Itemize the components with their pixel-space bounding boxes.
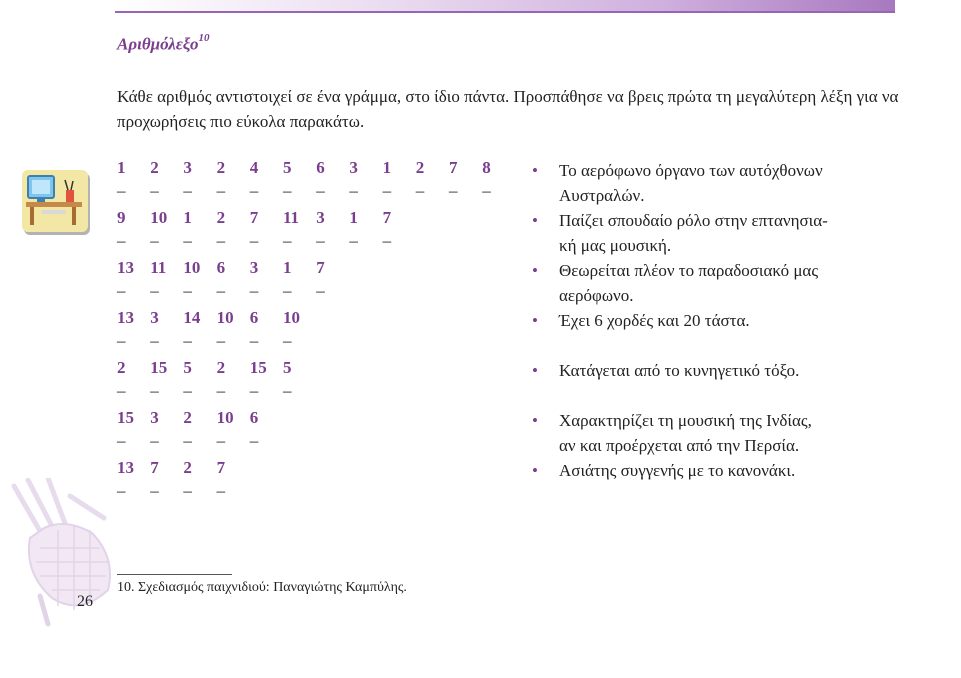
letter-blank[interactable]: –	[117, 231, 126, 250]
letter-blank[interactable]: –	[117, 181, 126, 200]
puzzle-number: 7	[249, 208, 259, 227]
letter-blank[interactable]: –	[249, 231, 259, 250]
letter-blank[interactable]: –	[415, 181, 425, 200]
letter-blank[interactable]: –	[283, 281, 292, 300]
letter-blank[interactable]: –	[117, 281, 126, 300]
bullet-icon: •	[532, 261, 538, 280]
letter-blank[interactable]: –	[216, 181, 226, 200]
puzzle-number: 11	[283, 208, 300, 227]
letter-blank[interactable]: –	[216, 281, 226, 300]
letter-blank[interactable]: –	[349, 231, 358, 250]
computer-desk-icon	[22, 170, 88, 232]
letter-blank[interactable]: –	[117, 431, 126, 450]
puzzle-number: 3	[183, 158, 192, 177]
letter-blank[interactable]: –	[183, 381, 192, 400]
title-text: Αριθμόλεξο	[117, 34, 199, 54]
letter-blank[interactable]: –	[249, 431, 259, 450]
letter-blank[interactable]: –	[316, 281, 325, 300]
clue-text: Χαρακτηρίζει τη μουσική της Ινδίας,	[559, 411, 812, 430]
puzzle-number: 6	[249, 408, 259, 427]
puzzle-number: 13	[117, 308, 134, 327]
letter-blank[interactable]: –	[183, 431, 192, 450]
puzzle-number: 10	[283, 308, 300, 327]
letter-blank[interactable]: –	[249, 331, 259, 350]
puzzle-number: 2	[117, 358, 126, 377]
letter-blank[interactable]: –	[382, 181, 392, 200]
letter-blank[interactable]: –	[216, 331, 226, 350]
letter-blank[interactable]: –	[150, 431, 159, 450]
clue-text: Έχει 6 χορδές και 20 τάστα.	[559, 311, 750, 330]
clue-text: Θεωρείται πλέον το παραδοσιακό μας	[559, 261, 819, 280]
puzzle-number: 7	[382, 208, 392, 227]
letter-blank[interactable]: –	[316, 231, 325, 250]
clue-text: Κατάγεται από το κυνηγετικό τόξο.	[559, 361, 800, 380]
puzzle-number: 5	[283, 358, 292, 377]
letter-blank[interactable]: –	[150, 331, 159, 350]
puzzle-number: 5	[183, 358, 192, 377]
puzzle-number: 7	[449, 158, 458, 177]
letter-blank[interactable]: –	[349, 181, 358, 200]
bullet-icon: •	[532, 461, 538, 480]
footnote-marker: 10	[198, 32, 210, 44]
puzzle-number: 15	[249, 358, 267, 377]
bagpipe-illustration	[0, 478, 118, 628]
letter-blank[interactable]: –	[183, 181, 192, 200]
puzzle-number: 5	[283, 158, 292, 177]
letter-blank[interactable]: –	[216, 481, 226, 500]
puzzle-number: 14	[183, 308, 201, 327]
puzzle-number: 6	[216, 258, 226, 277]
puzzle-number: 3	[349, 158, 358, 177]
letter-blank[interactable]: –	[283, 181, 292, 200]
puzzle-number: 2	[150, 158, 159, 177]
letter-blank[interactable]: –	[249, 181, 259, 200]
puzzle-number: 10	[150, 208, 168, 227]
letter-blank[interactable]: –	[150, 231, 159, 250]
page-number: 26	[77, 593, 93, 610]
letter-blank[interactable]: –	[216, 231, 226, 250]
letter-blank[interactable]: –	[283, 231, 292, 250]
puzzle-number: 1	[382, 158, 392, 177]
puzzle-number: 1	[349, 208, 358, 227]
puzzle-number: 7	[316, 258, 325, 277]
header-bar	[115, 0, 895, 13]
letter-blank[interactable]: –	[117, 481, 126, 500]
puzzle-number: 2	[183, 408, 192, 427]
letter-blank[interactable]: –	[117, 381, 126, 400]
puzzle-number: 11	[150, 258, 167, 277]
clue-text: Ασιάτης συγγενής με το κανονάκι.	[559, 461, 796, 480]
letter-blank[interactable]: –	[183, 331, 192, 350]
letter-blank[interactable]: –	[150, 181, 159, 200]
bullet-icon: •	[532, 161, 538, 180]
clue-text: Αυστραλών.	[559, 186, 645, 205]
puzzle-number: 3	[249, 258, 259, 277]
puzzle-number: 2	[216, 358, 226, 377]
letter-blank[interactable]: –	[382, 231, 392, 250]
letter-blank[interactable]: –	[117, 331, 126, 350]
letter-blank[interactable]: –	[150, 381, 159, 400]
letter-blank[interactable]: –	[249, 281, 259, 300]
bullet-icon: •	[532, 311, 538, 330]
letter-blank[interactable]: –	[283, 331, 292, 350]
clue-text: κή μας μουσική.	[559, 236, 672, 255]
bullet-icon: •	[532, 361, 538, 380]
page-title	[117, 34, 210, 55]
puzzle-number: 2	[183, 458, 192, 477]
puzzle-number: 6	[316, 158, 325, 177]
puzzle-number: 10	[216, 408, 234, 427]
puzzle-number: 2	[415, 158, 425, 177]
letter-blank[interactable]: –	[183, 481, 192, 500]
footnote: 10. Σχεδιασμός παιχνιδιού: Παναγιώτης Καμπύλης.	[117, 580, 407, 595]
letter-blank[interactable]: –	[482, 181, 491, 200]
bullet-icon: •	[532, 411, 538, 430]
letter-blank[interactable]: –	[249, 381, 259, 400]
puzzle-number: 3	[150, 308, 159, 327]
letter-blank[interactable]: –	[216, 381, 226, 400]
letter-blank[interactable]: –	[150, 481, 159, 500]
puzzle-number: 7	[150, 458, 159, 477]
puzzle-number: 15	[117, 408, 134, 427]
clue-text: αερόφωνο.	[559, 286, 634, 305]
puzzle-number: 7	[216, 458, 226, 477]
clue-text: αν και προέρχεται από την Περσία.	[559, 436, 800, 455]
puzzle-number: 3	[150, 408, 159, 427]
puzzle-number: 9	[117, 208, 126, 227]
puzzle-number: 4	[249, 158, 259, 177]
puzzle-number: 1	[283, 258, 292, 277]
puzzle-number: 2	[216, 208, 226, 227]
puzzle-number: 1	[117, 158, 126, 177]
puzzle-number: 15	[150, 358, 168, 377]
letter-blank[interactable]: –	[183, 281, 192, 300]
puzzle-number: 13	[117, 258, 134, 277]
puzzle-number: 3	[316, 208, 325, 227]
bullet-icon: •	[532, 211, 538, 230]
letter-blank[interactable]: –	[150, 281, 159, 300]
letter-blank[interactable]: –	[316, 181, 325, 200]
letter-blank[interactable]: –	[216, 431, 226, 450]
intro-paragraph: Κάθε αριθμός αντιστοιχεί σε ένα γράμμα, στο ίδιο πάντα. Προσπάθησε να βρεις πρώτα τη μεγαλύτερη λέξη για να προχωρήσεις πιο εύκολα παρακάτω.	[117, 87, 899, 131]
letter-blank[interactable]: –	[183, 231, 192, 250]
letter-blank[interactable]: –	[449, 181, 458, 200]
puzzle-number: 10	[183, 258, 201, 277]
puzzle-number: 8	[482, 158, 491, 177]
footnote-rule	[117, 574, 232, 575]
puzzle-number: 6	[249, 308, 259, 327]
puzzle-number: 13	[117, 458, 134, 477]
puzzle-number: 2	[216, 158, 226, 177]
letter-blank[interactable]: –	[283, 381, 292, 400]
puzzle-number: 1	[183, 208, 192, 227]
clue-text: Το αερόφωνο όργανο των αυτόχθονων	[559, 161, 823, 180]
puzzle-number: 10	[216, 308, 234, 327]
clue-text: Παίζει σπουδαίο ρόλο στην επτανησια-	[559, 211, 828, 230]
